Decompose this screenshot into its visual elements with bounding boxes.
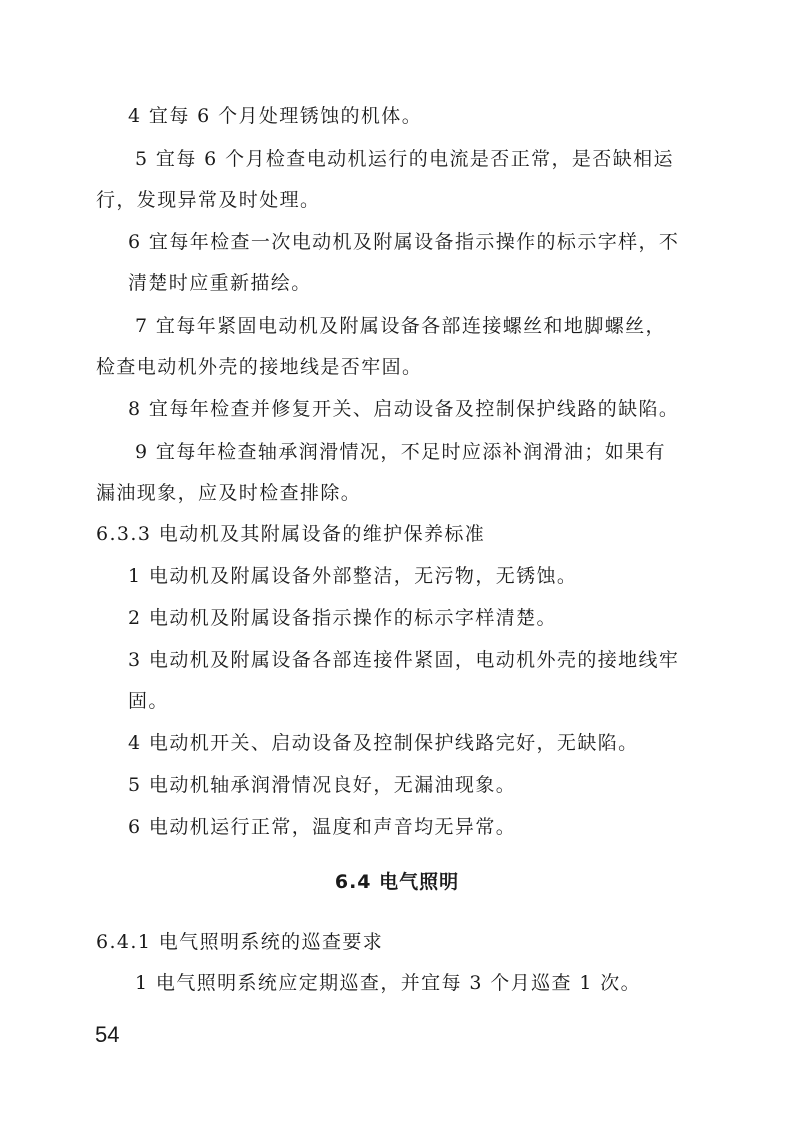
text-line: 4 宜每 6 个月处理锈蚀的机体。 (128, 105, 423, 127)
text-line: 5 电动机轴承润滑情况良好，无漏油现象。 (128, 774, 517, 796)
page-number: 54 (95, 1022, 120, 1047)
section-heading: 6.4 电气照明 (334, 871, 460, 893)
text-line: 2 电动机及附属设备指示操作的标示字样清楚。 (128, 607, 557, 629)
text-line: 1 电动机及附属设备外部整洁，无污物，无锈蚀。 (128, 565, 578, 587)
text-line: 检查电动机外壳的接地线是否牢固。 (96, 356, 423, 378)
subsection-title: 6.4.1 电气照明系统的巡查要求 (96, 931, 384, 953)
text-line: 6 电动机运行正常，温度和声音均无异常。 (128, 816, 517, 838)
text-line: 固。 (128, 690, 169, 712)
text-line: 6 宜每年检查一次电动机及附属设备指示操作的标示字样，不 (128, 231, 680, 253)
text-line: 9 宜每年检查轴承润滑情况，不足时应添补润滑油；如果有 (135, 441, 666, 463)
text-line: 5 宜每 6 个月检查电动机运行的电流是否正常，是否缺相运 (135, 148, 674, 170)
text-line: 3 电动机及附属设备各部连接件紧固，电动机外壳的接地线牢 (128, 649, 680, 671)
text-line: 7 宜每年紧固电动机及附属设备各部连接螺丝和地脚螺丝， (135, 315, 666, 337)
text-line: 漏油现象，应及时检查排除。 (96, 482, 362, 504)
text-line: 清楚时应重新描绘。 (128, 272, 312, 294)
subsection-title: 6.3.3 电动机及其附属设备的维护保养标准 (96, 523, 486, 545)
text-line: 1 电气照明系统应定期巡查，并宜每 3 个月巡查 1 次。 (135, 972, 642, 994)
text-line: 4 电动机开关、启动设备及控制保护线路完好，无缺陷。 (128, 732, 639, 754)
text-line: 8 宜每年检查并修复开关、启动设备及控制保护线路的缺陷。 (128, 398, 680, 420)
text-line: 行，发现异常及时处理。 (96, 189, 321, 211)
